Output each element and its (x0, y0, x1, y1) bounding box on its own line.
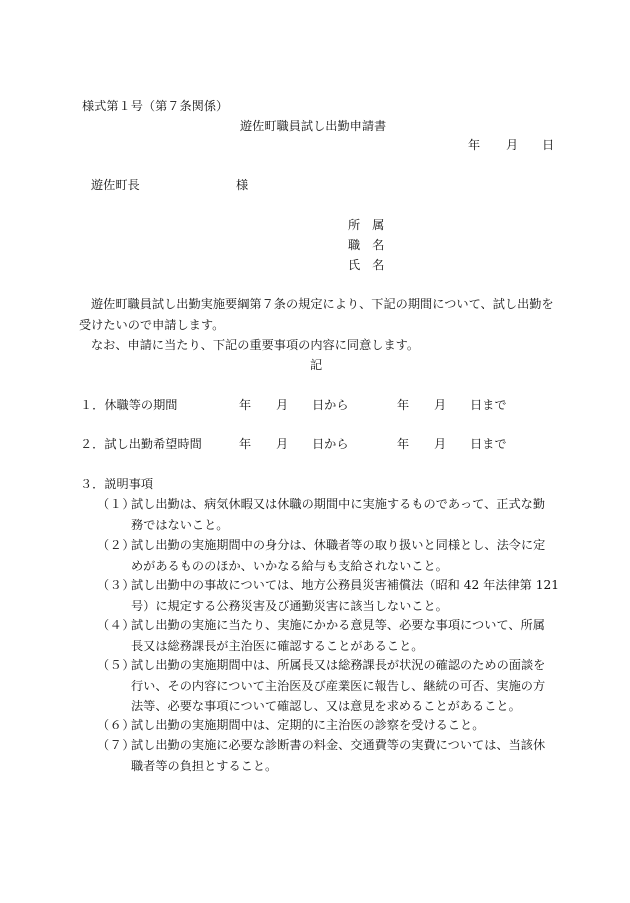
item-line-3: 法等、必要な事項について確認し、又は意見を求めることがあること。 (131, 699, 521, 713)
date-line (0, 139, 630, 155)
item-line-2: 長又は総務課長が主治医に確認することがあること。 (131, 639, 424, 653)
item-number: （４） (97, 618, 136, 632)
body-line-1: 遊佐町職員試し出勤実施要綱第７条の規定により、下記の期間について、試し出勤を (91, 297, 554, 311)
period-to-month: 月 (434, 437, 447, 451)
ki-heading: 記 (310, 358, 323, 372)
period-label: ２．試し出勤希望時間 (80, 437, 202, 451)
item-number: （５） (97, 658, 136, 672)
period-to-year: 年 (397, 437, 410, 451)
item-line-1: 試し出勤の実施に必要な診断書の料金、交通費等の実費については、当該休 (131, 738, 546, 752)
applicant-name-label: 氏名 (348, 258, 397, 272)
applicant-position-label: 職名 (348, 238, 397, 252)
body-line-2: 受けたいので申請します。 (79, 318, 225, 332)
document-title: 遊佐町職員試し出勤申請書 (240, 119, 387, 133)
period-from-year: 年 (239, 398, 252, 412)
period-to-day: 日まで (470, 437, 507, 451)
date-day: 日 (542, 138, 555, 152)
period-from-day: 日から (312, 437, 349, 451)
item-line-2: 務ではないこと。 (131, 518, 229, 532)
period-to-year: 年 (397, 398, 410, 412)
item-line-2: 行い、その内容について主治医及び産業医に報告し、継続の可否、実施の方 (131, 679, 546, 693)
item-number: （３） (97, 578, 136, 592)
item-line-1: 試し出勤の実施に当たり、実施にかかる意見等、必要な事項について、所属 (131, 618, 545, 632)
addressee-name: 遊佐町長 (91, 178, 140, 192)
period-from-month: 月 (276, 398, 289, 412)
form-number: 様式第１号（第７条関係） (82, 99, 229, 113)
period-row-trial (0, 438, 630, 454)
date-year: 年 (468, 138, 481, 152)
period-row-leave (0, 399, 630, 415)
item-line-2: 職者等の負担とすること。 (131, 759, 278, 773)
item-number: （７） (97, 738, 136, 752)
period-from-year: 年 (239, 437, 252, 451)
period-to-day: 日まで (470, 398, 507, 412)
item-line-1: 試し出勤は、病気休暇又は休職の期間中に実施するものであって、正式な勤 (131, 497, 546, 511)
date-month: 月 (506, 138, 519, 152)
item-number: （６） (97, 718, 136, 732)
item-line-1: 試し出勤の実施期間中は、定期的に主治医の診察を受けること。 (131, 718, 485, 732)
explanation-heading: ３．説明事項 (80, 477, 154, 491)
period-label: １．休職等の期間 (80, 398, 178, 412)
period-from-day: 日から (312, 398, 349, 412)
body-line-3: なお、申請に当たり、下記の重要事項の内容に同意します。 (91, 338, 420, 352)
period-from-month: 月 (276, 437, 289, 451)
item-line-1: 試し出勤の実施期間中は、所属長又は総務課長が状況の確認のための面談を (131, 658, 546, 672)
addressee-honorific: 様 (236, 178, 249, 192)
item-line-2: めがあるもののほか、いかなる給与も支給されないこと。 (131, 559, 448, 573)
item-number: （２） (97, 538, 136, 552)
item-line-1: 試し出勤の実施期間中の身分は、休職者等の取り扱いと同様とし、法令に定 (131, 538, 546, 552)
addressee-line (0, 179, 630, 195)
period-to-month: 月 (434, 398, 447, 412)
item-line-1: 試し出勤中の事故については、地方公務員災害補償法（昭和 42 年法律第 121 (131, 578, 559, 592)
item-line-2: 号）に規定する公務災害及び通勤災害に該当しないこと。 (131, 599, 448, 613)
item-number: （１） (97, 497, 136, 511)
applicant-affiliation-label: 所属 (348, 218, 397, 232)
